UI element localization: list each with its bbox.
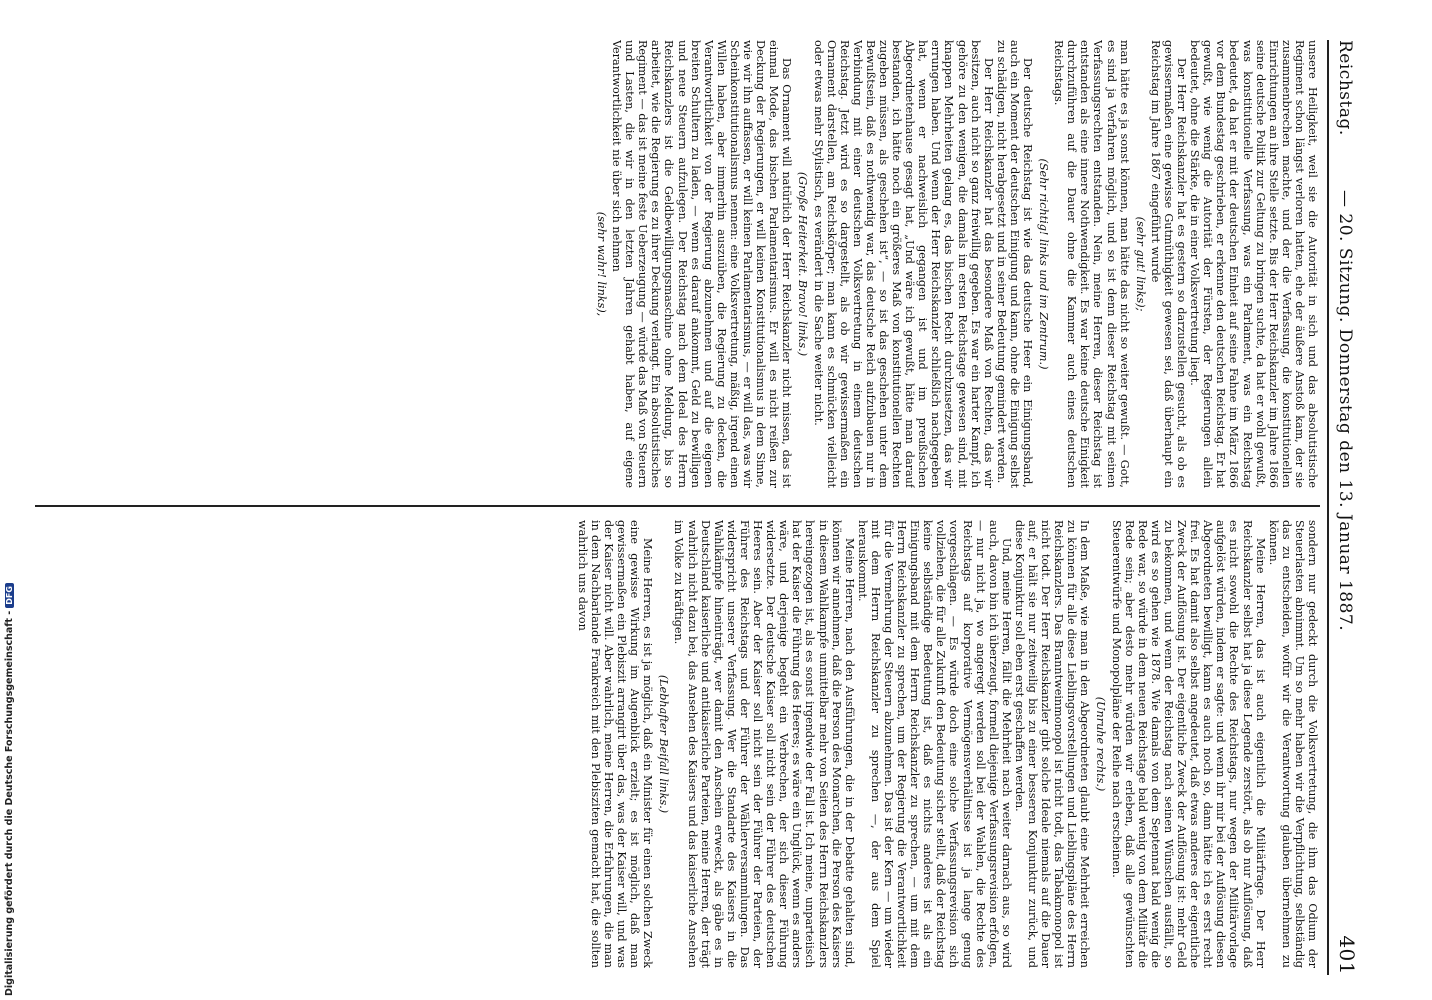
footer-text: Digitalisierung gefördert durch die Deutsche Forschungsgemeinschaft - xyxy=(4,610,15,996)
paragraph: Meine Herren, es ist ja möglich, daß ein Minister für einen solchen Zweck eine gewisse Wirkung im Augenblick erzielt; es ist möglich, daß man gewissermaßen ein Plebiszit arrangirt über das, was der Kaiser will, und was der Kaiser nicht will. Aber wahrlich, meine Herren, die Erfahrungen, die man in dem Nachbarlande Frankreich mit den Plebisziten gemacht hat, die sollten wahrlich uns davon xyxy=(575,520,655,968)
paragraph: Der Herr Reichskanzler hat es gestern so darzustellen gesucht, als ob es gewissermaßen eine gewisse Gutmüthigkeit gewesen sei, daß überhaupt ein Reichstag im Jahre 1867 eingeführt wurde xyxy=(1148,40,1189,488)
paragraph: In dem Maße, wie man in den Abgeordneten glaubt eine Mehrheit erreichen zu können für alle diese Lieblingsvorstellungen und Lieblingspläne des Herrn Reichskanzlers. Das Branntweinmonopol ist nicht todt, das Tabakmonopol ist nicht todt. Der Herr Reichskanzler gibt solche Ideale niemals auf die Dauer auf; er hält sie nur zeitweilig bis zu einer besseren Konjunktur zurück, und diese Konjunktur soll eben erst geschaffen werden. xyxy=(1012,520,1092,968)
paragraph: Meine Herren, nach den Ausführungen, die in der Debatte gehalten sind, können wir annehmen, daß die Person des Monarchen, die Person des Kaisers in diesem Wahlkampfe unmittelbar mehr von Seiten des Herrn Reichskanzlers hereingezogen ist, als es sonst irgendwie der Fall ist. Ich meine, unparteiisch hat der Kaiser die Führung des Heeres; es wäre ein Unglück, wenn es anders wäre, und derjenige begeht ein Verbrechen, der sich dieser Führung widersetzte. Der deutsche Kaiser soll nicht sein der Führer des deutschen Heeres sein. Aber der Kaiser soll nicht sein der Führer der Parteien, der Führer des Reichstags und der Führer der Wählerversammlungen. Das widerspricht unserer Verfassung. Wer die Standarte des Kaisers in die Wahlkämpfe hineinträgt, wer damit den Anschein erweckt, als gäbe es in Deutschland kaiserliche und antikaiserliche Parteien, meine Herren, der trägt wahrlich nicht dazu bei, das Ansehen des Kaisers und das kaiserliche Ansehen im Volke zu kräftigen. xyxy=(672,520,856,968)
paragraph: Das Ornament will natürlich der Herr Reichskanzler nicht missen, das ist einmal Mode, das bischen Parlamentarismus. Er will es nicht reißen zur Deckung der Regierungen, er will keinen Konstitutionalismus in dem Sinne, wie wir ihn auffassen, er will keinen Parlamentarismus, — er will das, was wir Scheinkonstitutionalismus nennen: eine Volksvertretung, mäßig, irgend einen Willen haben, aber immerhin auszuüben, die Regierung zu decken, die Verantwortlichkeit von der Regierung abzunehmen und auf die eigenen breiten Schultern zu laden, — wenn es darauf ankommt, Geld zu bewilligen und neue Steuern aufzulegen. Der Reichstag nach dem Ideal des Herrn Reichskanzlers ist die Geldbewilligungsmaschine ohne Meldung, bis so arbeitet, wie die Regierung es zu ihrer Deckung verlangt. Ein absolutistisches Regiment — das ist meine feste Ueberzeugung — würde das Maß von Steuern und Lasten, die wir in den letzten Jahren gehabt haben, auf eigene Verantwortlichkeit nie über sich nehmen xyxy=(610,40,794,488)
digitization-footer xyxy=(4,586,18,996)
right-column xyxy=(29,520,1319,968)
left-column xyxy=(29,40,1319,488)
remark: (sehr gut! links); xyxy=(1133,216,1147,312)
remark: (Lebhafter Beifall links.) xyxy=(657,674,671,814)
paragraph: unsere Heiligkeit, weil sie die Autorität in sich und das absolutistische Regiment schon längst verloren hatten, ehe der äußere Anstoß kam, der sie zusammenbrechen machte, und der die Verfassung, die konstitutionellen Einrichtungen an ihre Stelle setzte. Bis der Herr Reichskanzler im Jahre 1866 seine deutsche Politik zur Geltung zu bringen suchte, da hat er wohl gewußt, was konstitutionelle Verfassung, was ein Parlament, was ein Reichstag bedeutet, da hat er mit der deutschen Einheit auf seine Fahne im März 1866 vor dem Bundestag geschrieben, er erkenne den deutschen Reichstag. Er hat gewußt, wie wenig die Autorität der Fürsten, der Regierungen allein bedeutet, ohne die Stärke, die in einer Volksvertretung liegt. xyxy=(1188,40,1319,488)
remark: (Sehr richtig! links und im Zentrum.) xyxy=(1037,158,1051,370)
paragraph: sondern nur gedeckt durch die Volksvertretung, die ihm das Odium der Steuerlasten abnimmt. Um so mehr haben wir die Verpflichtung, selbständig das zu entscheiden, wofür wir die Verantwortung glauben übernehmen zu können. xyxy=(1266,520,1319,968)
page-header xyxy=(1327,40,1367,975)
remark: (Unruhe rechts.) xyxy=(1094,696,1108,792)
header-session-date: — 20. Sitzung. Donnerstag den 13. Januar 1887. xyxy=(1335,190,1355,632)
paragraph: Und, meine Herren, fällt die Mehrheit nach weiter darnach aus, so wird auch, davon bin ich überzeugt, formell diejenige Verfassungsrevision erfolgen, — nur nicht ja, wo angeregt werden soll bei der Wahlen, die Rechte des Reichstags auf korporative Vermögensverhältnisse ist ja lange genug vorgeschlagen. — Es würde doch eine solche Verfassungsrevision sich vollziehen, die für alle Zukunft den Bedeutung sicher stellt, daß der Reichstag keine selbständige Bedeutung ist, daß es nichts anderes ist als ein Einigungsband mit dem Herrn Reichskanzler zu sprechen, — um mit dem Herrn Reichskanzler zu sprechen, um der Regierung die Verantwortlichkeit für die Vermehrung der Steuern abzunehmen. Das ist der Kern — um wieder mit dem Herrn Reichskanzler zu sprechen —, der aus dem Spiel herauskommt. xyxy=(855,520,1013,968)
paragraph: Der deutsche Reichstag ist wie das deutsche Heer ein Einigungsband, auch ein Moment der deutschen Einigung und kann, ohne die Einigung selbst zu schädigen, nicht herabgesetzt und in seiner Bedeutung gemindert werden. xyxy=(994,40,1035,488)
page-number: 401 xyxy=(1335,935,1359,975)
header-left-title: Reichstag. xyxy=(1335,40,1355,136)
paragraph: Meine Herren, das ist auch eigentlich die Militärfrage. Der Herr Reichskanzler selbst hat ja diese Legende zerstört, als ob nur Auflösung, daß es nicht sowohl die Rechte des Reichstags, nur wegen der Militärvorlage aufgelöst würden, indem er sagte: und wenn ihr mir bei der Auflösung diesen Abgeordneten bewilligt, kann es auch noch so, dann hätte ich es erst recht frei. Es hat damit also selbst angedeutet, daß etwas anderes der eigentliche Zweck der Auflösung ist. Der eigentliche Zweck der Auflösung ist: mehr Geld zu bekommen, und wenn der Reichstag nach seinen Wünschen ausfällt, so wird es so gehen wie 1878. Wie damals von dem Septennat bald wenig die Rede war, so würde in dem neuen Reichstage bald wenig von dem Militär die Rede sein; aber desto mehr würden wir erleben, daß alle gewünschten Steuerentwürfe und Monopolpläne der Reihe nach erscheinen. xyxy=(1109,520,1267,968)
paragraph: man hätte es ja sonst können, man hätte das nicht so weiter gewußt. — Gott, es sind ja Verfahren möglich, und so ist denn dieser Reichstag mit seinen Verfassungsrechten entstanden. Nein, meine Herren, dieser Reichstag ist entstanden als eine innere Nothwendigkeit. Es war keine deutsche Einigkeit durchzuführen auf die Dauer ohne die Kammer auch eines deutschen Reichstags. xyxy=(1052,40,1131,488)
paragraph: Der Herr Reichskanzler hat das besondere Maß von Rechten, das wir besitzen, auch nicht so ganz freiwillig gegeben. Es war ein harter Kampf, ich gehöre zu den wenigen, die damals im ersten Reichstage gewesen sind, mit knappen Mehrheiten gelang es, das bischen Recht durchzusetzen, das wir errungen haben. Und wenn der Herr Reichskanzler schließlich nachgegeben hat, wenn er nachweislich gegangen ist und im preußischen Abgeordnetenhause gesagt hat, „Und wäre ich gewußt, hätte man darauf bestanden, ich hätte noch ein größeres Maß von konstitutionellen Rechten zugeben müssen, als geschehen ist“, — so ist das geschehen unter dem Bewußtsein, daß es nothwendig war, das deutsche Reich aufzubauen nur in Verbindung mit einer deutschen Volksvertretung in einem deutschen Reichstag. Jetzt wird es so dargestellt, als ob wir gewissermaßen ein Ornament darstellen, am Reichskörper; man kann es schmücken vielleicht oder etwas mehr Stylistisch, es verändert in die Sache weiter nicht. xyxy=(811,40,995,488)
column-divider xyxy=(35,505,1320,507)
remark: (Große Heiterkeit. Bravo! links.) xyxy=(796,171,810,357)
remark: (sehr wahr! links), xyxy=(595,211,609,317)
dfg-logo: DFG xyxy=(5,583,14,608)
header-rule xyxy=(1327,40,1329,975)
